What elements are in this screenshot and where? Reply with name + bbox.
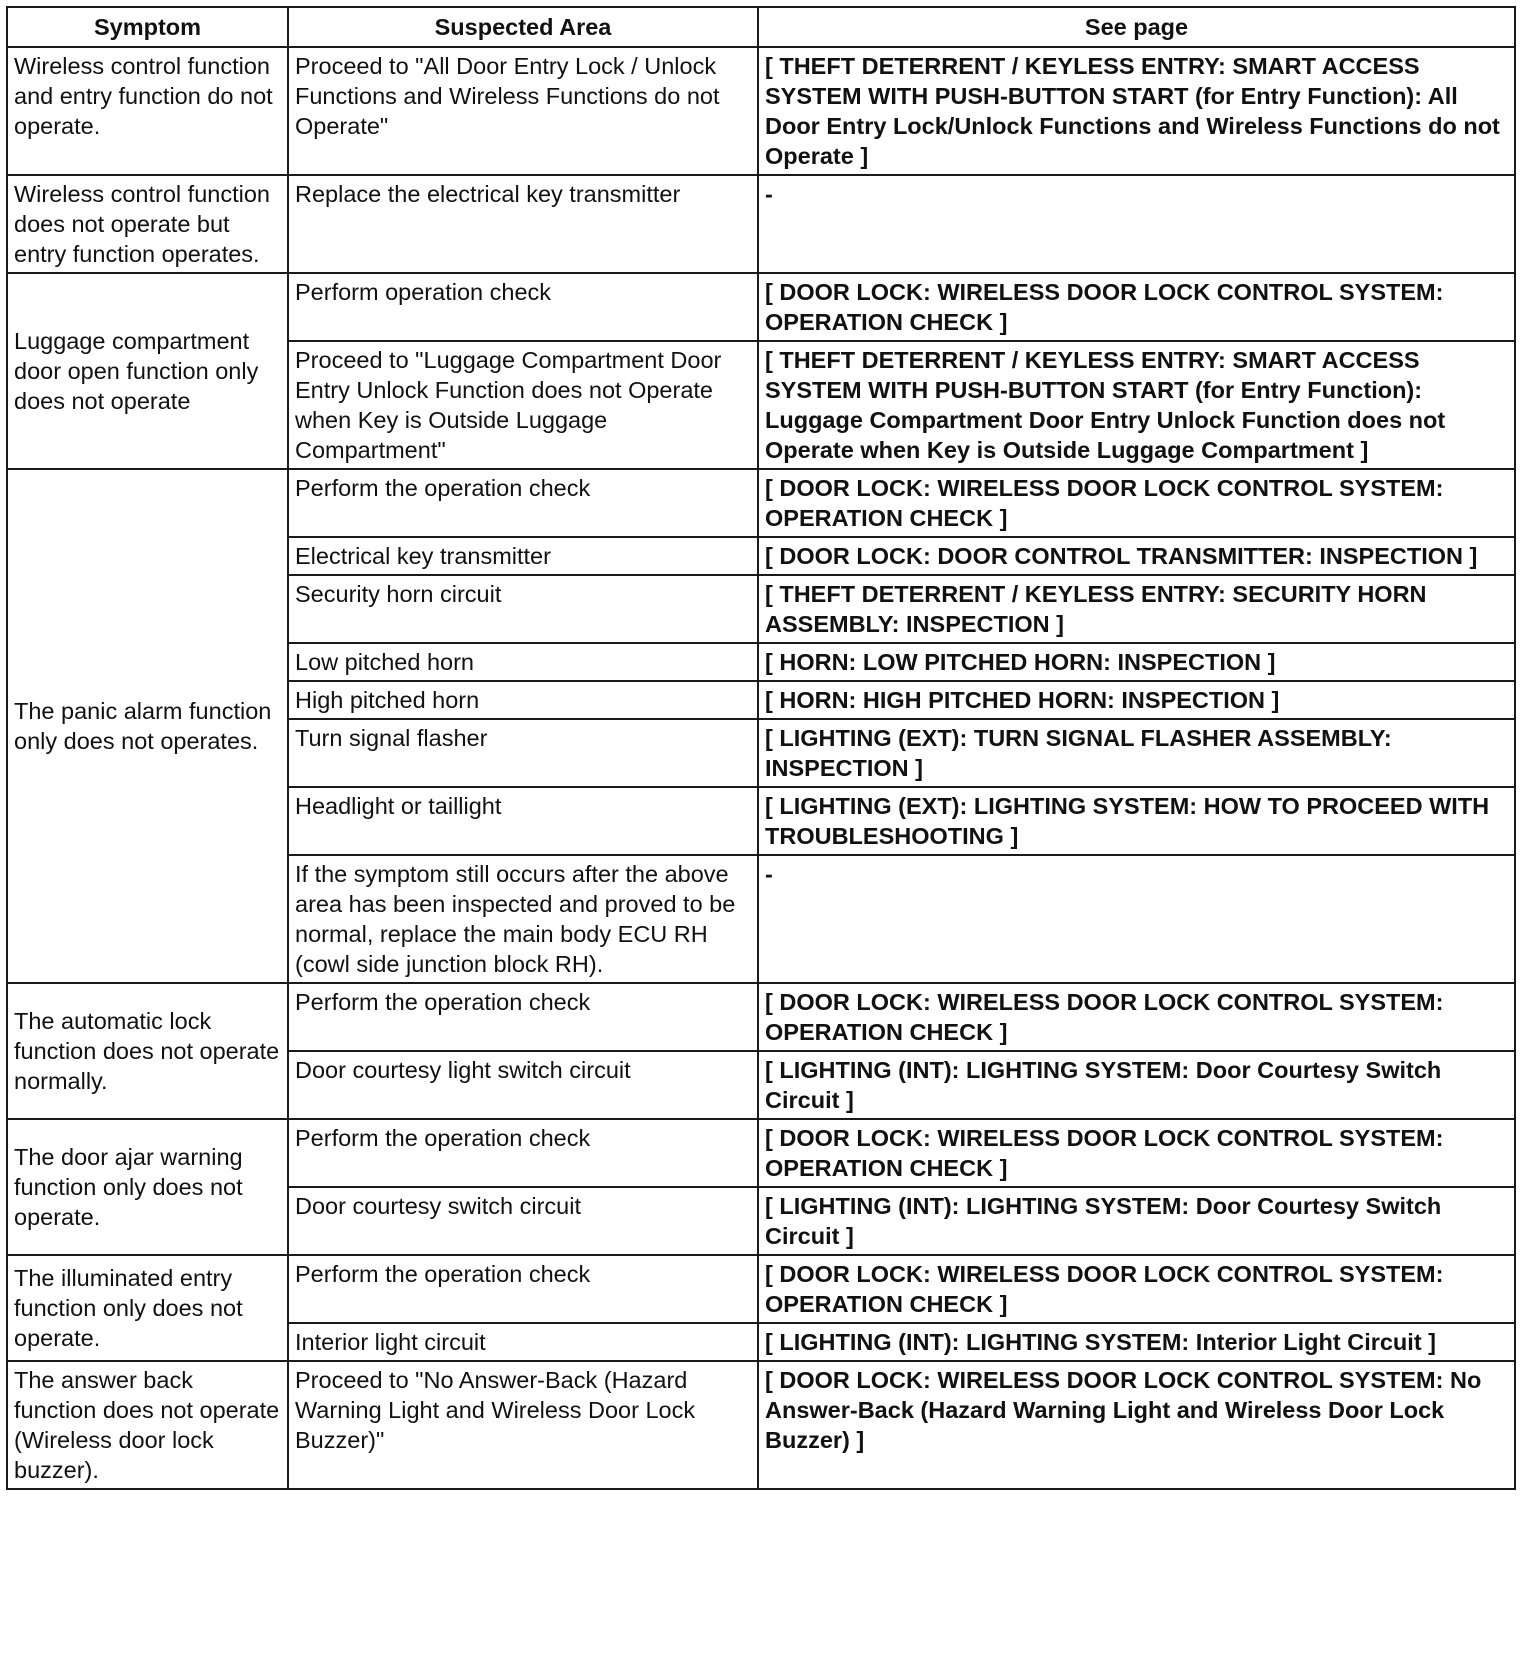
see-page-cell: [ HORN: HIGH PITCHED HORN: INSPECTION ]: [758, 681, 1515, 719]
suspected-area-cell: Perform the operation check: [288, 469, 758, 537]
symptom-cell: The answer back function does not operate (Wireless door lock buzzer).: [7, 1361, 288, 1489]
symptom-cell: The panic alarm function only does not operates.: [7, 469, 288, 983]
see-page-cell: -: [758, 175, 1515, 273]
table-row: [7, 469, 1515, 537]
symptom-cell: Wireless control function does not operate but entry function operates.: [7, 175, 288, 273]
see-page-cell: [ DOOR LOCK: WIRELESS DOOR LOCK CONTROL SYSTEM: No Answer-Back (Hazard Warning Light and Wireless Door Lock Buzzer) ]: [758, 1361, 1515, 1489]
suspected-area-cell: Door courtesy switch circuit: [288, 1187, 758, 1255]
suspected-area-cell: Turn signal flasher: [288, 719, 758, 787]
table-row: [7, 983, 1515, 1051]
suspected-area-cell: Low pitched horn: [288, 643, 758, 681]
table-header-row: [7, 7, 1515, 47]
suspected-area-cell: Proceed to "Luggage Compartment Door Entry Unlock Function does not Operate when Key is Outside Luggage Compartment": [288, 341, 758, 469]
problem-symptoms-table: [6, 6, 1516, 1490]
see-page-cell: [ DOOR LOCK: WIRELESS DOOR LOCK CONTROL SYSTEM: OPERATION CHECK ]: [758, 1255, 1515, 1323]
see-page-cell: [ LIGHTING (INT): LIGHTING SYSTEM: Door Courtesy Switch Circuit ]: [758, 1187, 1515, 1255]
suspected-area-cell: Door courtesy light switch circuit: [288, 1051, 758, 1119]
suspected-area-cell: Replace the electrical key transmitter: [288, 175, 758, 273]
see-page-cell: [ DOOR LOCK: WIRELESS DOOR LOCK CONTROL SYSTEM: OPERATION CHECK ]: [758, 273, 1515, 341]
table-row: [7, 175, 1515, 273]
suspected-area-cell: High pitched horn: [288, 681, 758, 719]
see-page-cell: -: [758, 855, 1515, 983]
see-page-cell: [ LIGHTING (INT): LIGHTING SYSTEM: Interior Light Circuit ]: [758, 1323, 1515, 1361]
troubleshooting-page: [6, 6, 1514, 1490]
see-page-cell: [ LIGHTING (EXT): LIGHTING SYSTEM: HOW TO PROCEED WITH TROUBLESHOOTING ]: [758, 787, 1515, 855]
symptom-cell: The automatic lock function does not operate normally.: [7, 983, 288, 1119]
header-symptom: Symptom: [7, 7, 288, 47]
see-page-cell: [ DOOR LOCK: WIRELESS DOOR LOCK CONTROL SYSTEM: OPERATION CHECK ]: [758, 469, 1515, 537]
header-suspected-area: Suspected Area: [288, 7, 758, 47]
table-body: [7, 47, 1515, 1489]
suspected-area-cell: If the symptom still occurs after the above area has been inspected and proved to be normal, replace the main body ECU RH (cowl side junction block RH).: [288, 855, 758, 983]
see-page-cell: [ DOOR LOCK: WIRELESS DOOR LOCK CONTROL SYSTEM: OPERATION CHECK ]: [758, 983, 1515, 1051]
see-page-cell: [ LIGHTING (INT): LIGHTING SYSTEM: Door Courtesy Switch Circuit ]: [758, 1051, 1515, 1119]
table-row: [7, 1255, 1515, 1323]
see-page-cell: [ LIGHTING (EXT): TURN SIGNAL FLASHER ASSEMBLY: INSPECTION ]: [758, 719, 1515, 787]
header-see-page: See page: [758, 7, 1515, 47]
table-row: [7, 1119, 1515, 1187]
symptom-cell: Luggage compartment door open function only does not operate: [7, 273, 288, 469]
see-page-cell: [ THEFT DETERRENT / KEYLESS ENTRY: SMART ACCESS SYSTEM WITH PUSH-BUTTON START (for Entry Function): All Door Entry Lock/Unlock Functions and Wireless Functions do not Operate ]: [758, 47, 1515, 175]
symptom-cell: The door ajar warning function only does not operate.: [7, 1119, 288, 1255]
see-page-cell: [ HORN: LOW PITCHED HORN: INSPECTION ]: [758, 643, 1515, 681]
symptom-cell: The illuminated entry function only does not operate.: [7, 1255, 288, 1361]
table-row: [7, 273, 1515, 341]
suspected-area-cell: Perform operation check: [288, 273, 758, 341]
see-page-cell: [ DOOR LOCK: WIRELESS DOOR LOCK CONTROL SYSTEM: OPERATION CHECK ]: [758, 1119, 1515, 1187]
table-row: [7, 1361, 1515, 1489]
suspected-area-cell: Perform the operation check: [288, 983, 758, 1051]
see-page-cell: [ THEFT DETERRENT / KEYLESS ENTRY: SECURITY HORN ASSEMBLY: INSPECTION ]: [758, 575, 1515, 643]
suspected-area-cell: Interior light circuit: [288, 1323, 758, 1361]
suspected-area-cell: Perform the operation check: [288, 1255, 758, 1323]
suspected-area-cell: Proceed to "All Door Entry Lock / Unlock Functions and Wireless Functions do not Operate": [288, 47, 758, 175]
suspected-area-cell: Headlight or taillight: [288, 787, 758, 855]
table-row: [7, 47, 1515, 175]
suspected-area-cell: Proceed to "No Answer-Back (Hazard Warning Light and Wireless Door Lock Buzzer)": [288, 1361, 758, 1489]
symptom-cell: Wireless control function and entry function do not operate.: [7, 47, 288, 175]
suspected-area-cell: Electrical key transmitter: [288, 537, 758, 575]
see-page-cell: [ THEFT DETERRENT / KEYLESS ENTRY: SMART ACCESS SYSTEM WITH PUSH-BUTTON START (for Entry Function): Luggage Compartment Door Entry Unlock Function does not Operate when Key is Outside Luggage Compartment ]: [758, 341, 1515, 469]
see-page-cell: [ DOOR LOCK: DOOR CONTROL TRANSMITTER: INSPECTION ]: [758, 537, 1515, 575]
suspected-area-cell: Perform the operation check: [288, 1119, 758, 1187]
suspected-area-cell: Security horn circuit: [288, 575, 758, 643]
